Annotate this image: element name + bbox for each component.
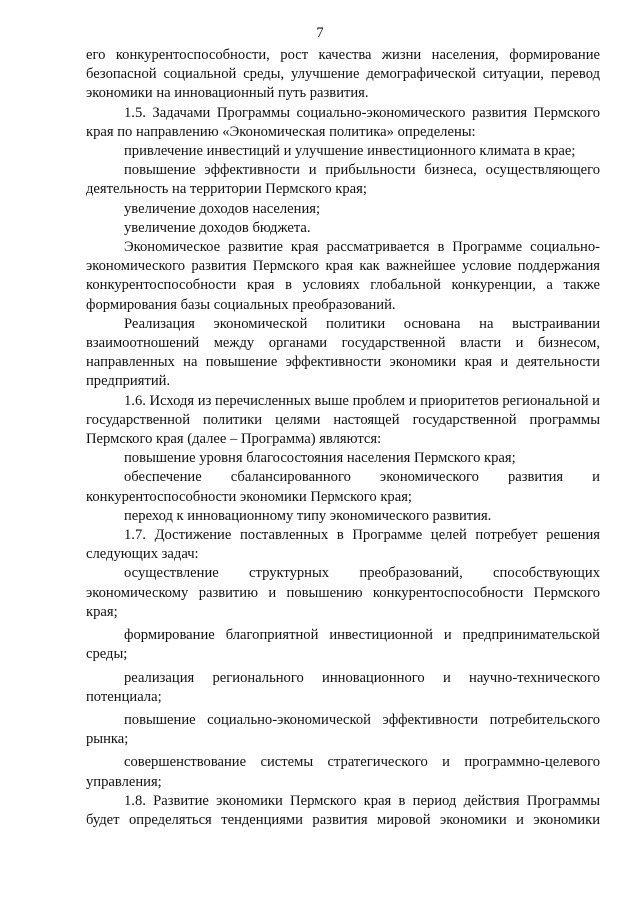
paragraph: 1.6. Исходя из перечисленных выше проблем и приоритетов региональной и государственной политики целями настоящей государственной программы Пермского края (далее – Программа) являются:: [86, 392, 600, 448]
document-body: [86, 46, 600, 830]
list-item: обеспечение сбалансированного экономического развития и конкурентоспособности экономики Пермского края;: [86, 469, 600, 505]
list-item: повышение эффективности и прибыльности бизнеса, осуществляющего деятельность на территории Пермского края;: [86, 162, 600, 198]
list-item: повышение уровня благосостояния населения Пермского края;: [124, 450, 516, 467]
list-item: увеличение доходов населения;: [124, 200, 321, 217]
paragraph: 1.7. Достижение поставленных в Программе целей потребует решения следующих задач:: [86, 527, 600, 563]
list-item: повышение социально-экономической эффективности потребительского рынка;: [86, 711, 600, 748]
list-item: осуществление структурных преобразований, способствующих экономическому развитию и повышению конкурентоспособности Пермского края;: [86, 565, 600, 620]
list-item: формирование благоприятной инвестиционной и предпринимательской среды;: [86, 627, 600, 663]
list-item: переход к инновационному типу экономического развития.: [124, 507, 492, 524]
list-item: реализация регионального инновационного и научно-технического потенциала;: [86, 669, 600, 705]
paragraph: Экономическое развитие края рассматривается в Программе социально-экономического развития Пермского края как важнейшее условие поддержания конкурентоспособности края в условиях глобальной конкуренции, а также формирования базы социальных преобразований.: [86, 239, 600, 313]
paragraph: 1.5. Задачами Программы социально-экономического развития Пермского края по направлению «Экономическая политика» определены:: [86, 104, 600, 140]
list-item: совершенствование системы стратегического и программно-целевого управления;: [86, 754, 600, 790]
paragraph: 1.8. Развитие экономики Пермского края в период действия Программы будет определяться тенденциями развития мировой экономики и экономики: [86, 792, 600, 828]
list-item: увеличение доходов бюджета.: [124, 219, 311, 236]
list-item: привлечение инвестиций и улучшение инвестиционного климата в крае;: [124, 143, 576, 160]
paragraph: Реализация экономической политики основана на выстраивании взаимоотношений между органами государственной власти и бизнесом, направленных на повышение эффективности экономики края и деятельности предприятий.: [86, 315, 600, 390]
paragraph: его конкурентоспособности, рост качества жизни населения, формирование безопасной социальной среды, улучшение демографической ситуации, перевод экономики на инновационный путь развития.: [86, 47, 600, 102]
page-number: 7: [316, 25, 324, 41]
